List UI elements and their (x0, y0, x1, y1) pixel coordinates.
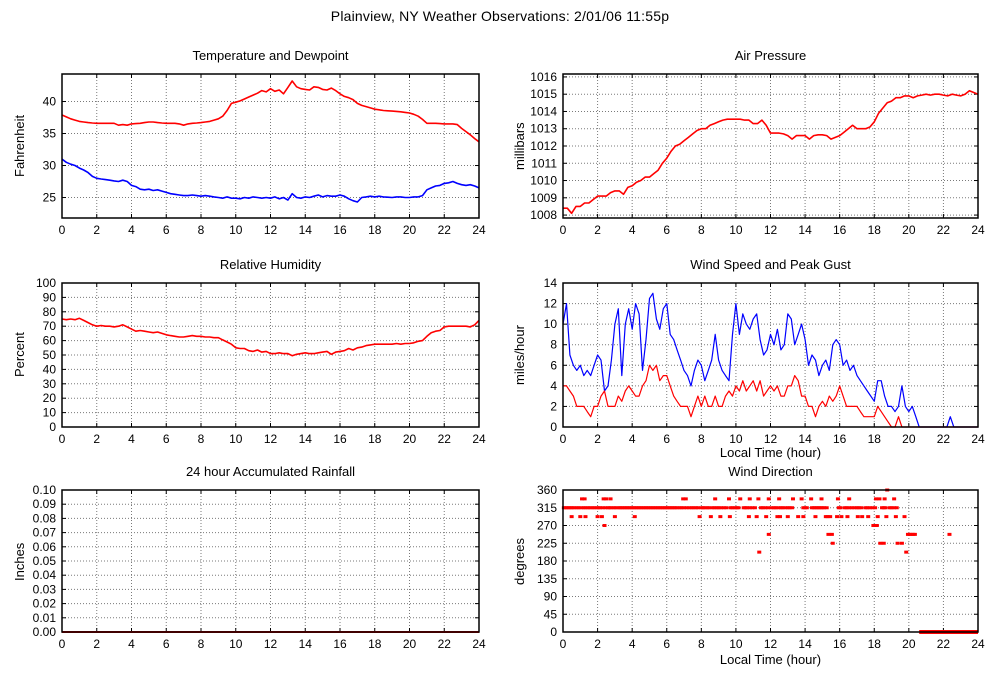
svg-text:1013: 1013 (530, 121, 557, 136)
svg-text:10: 10 (229, 223, 243, 237)
svg-text:18: 18 (867, 223, 881, 237)
svg-text:30: 30 (42, 158, 56, 173)
svg-text:0.03: 0.03 (32, 582, 56, 597)
svg-text:10: 10 (229, 637, 243, 651)
svg-text:20: 20 (42, 391, 56, 406)
svg-text:2: 2 (550, 399, 557, 414)
svg-text:24: 24 (971, 223, 985, 237)
chart-title: Wind Speed and Peak Gust (690, 257, 851, 272)
svg-text:16: 16 (832, 637, 847, 651)
svg-text:1014: 1014 (530, 104, 557, 119)
svg-text:1008: 1008 (530, 208, 557, 223)
svg-text:14: 14 (298, 223, 312, 237)
svg-text:12: 12 (263, 223, 278, 237)
chart-title: Temperature and Dewpoint (192, 48, 349, 63)
svg-text:40: 40 (42, 94, 56, 109)
svg-text:4: 4 (128, 432, 135, 446)
svg-text:4: 4 (128, 637, 135, 651)
svg-text:18: 18 (867, 637, 881, 651)
svg-text:16: 16 (832, 223, 847, 237)
svg-text:0: 0 (58, 223, 66, 237)
svg-text:6: 6 (663, 432, 671, 446)
plot-area (500, 249, 1000, 473)
svg-text:8: 8 (197, 432, 205, 446)
svg-text:45: 45 (543, 607, 557, 622)
svg-text:12: 12 (763, 432, 778, 446)
y-axis-label: Inches (12, 542, 27, 582)
svg-text:1015: 1015 (530, 87, 557, 102)
chart-relative-humidity (0, 249, 500, 473)
chart-wind-direction (500, 456, 1000, 680)
svg-text:10: 10 (229, 432, 243, 446)
svg-text:4: 4 (628, 432, 636, 446)
svg-text:4: 4 (550, 378, 557, 393)
svg-text:0: 0 (559, 432, 567, 446)
chart-title: Wind Direction (728, 464, 813, 479)
svg-text:135: 135 (536, 571, 557, 586)
svg-text:24: 24 (971, 432, 985, 446)
svg-text:2: 2 (93, 223, 101, 237)
svg-text:8: 8 (550, 337, 557, 352)
svg-text:4: 4 (128, 223, 135, 237)
svg-text:10: 10 (729, 637, 743, 651)
svg-text:22: 22 (936, 432, 951, 446)
svg-text:6: 6 (663, 223, 671, 237)
chart-title: Relative Humidity (219, 257, 322, 272)
svg-text:20: 20 (902, 637, 916, 651)
svg-text:40: 40 (42, 362, 56, 377)
svg-text:50: 50 (42, 348, 56, 362)
svg-text:0.02: 0.02 (32, 596, 56, 611)
svg-text:24: 24 (472, 432, 486, 446)
svg-text:12: 12 (263, 637, 278, 651)
svg-text:8: 8 (697, 637, 705, 651)
svg-text:6: 6 (162, 223, 170, 237)
svg-text:14: 14 (798, 637, 812, 651)
svg-text:22: 22 (936, 223, 951, 237)
svg-text:4: 4 (628, 223, 636, 237)
svg-text:22: 22 (437, 432, 451, 446)
svg-text:0: 0 (559, 223, 567, 237)
svg-text:12: 12 (263, 432, 278, 446)
svg-text:100: 100 (35, 276, 56, 290)
plot-area (0, 40, 500, 264)
svg-text:2: 2 (93, 637, 101, 651)
svg-text:70: 70 (42, 319, 56, 334)
svg-text:0: 0 (58, 637, 66, 651)
y-axis-label: millibars (512, 122, 527, 170)
svg-text:270: 270 (536, 518, 557, 533)
svg-text:22: 22 (437, 637, 451, 651)
svg-text:0.09: 0.09 (32, 497, 56, 512)
x-axis-label: Local Time (hour) (719, 445, 822, 460)
svg-text:18: 18 (867, 432, 881, 446)
svg-text:16: 16 (333, 223, 347, 237)
svg-text:0: 0 (49, 420, 56, 434)
svg-text:20: 20 (902, 223, 916, 237)
svg-text:10: 10 (729, 432, 743, 446)
svg-text:25: 25 (42, 190, 56, 205)
svg-text:2: 2 (594, 432, 601, 446)
svg-text:8: 8 (197, 223, 205, 237)
chart-title: 24 hour Accumulated Rainfall (185, 464, 356, 479)
chart-wind-speed-gust (500, 249, 1000, 473)
svg-text:360: 360 (536, 483, 557, 497)
svg-text:0: 0 (58, 432, 66, 446)
svg-text:20: 20 (402, 432, 417, 446)
svg-text:8: 8 (697, 223, 705, 237)
svg-text:0: 0 (559, 637, 567, 651)
svg-text:0.07: 0.07 (32, 525, 56, 540)
svg-text:8: 8 (197, 637, 205, 651)
chart-rainfall (0, 456, 500, 680)
svg-text:80: 80 (42, 304, 56, 319)
svg-text:16: 16 (832, 432, 847, 446)
svg-text:1012: 1012 (530, 139, 557, 153)
svg-text:10: 10 (42, 405, 56, 420)
svg-text:0.04: 0.04 (32, 568, 56, 583)
svg-text:0.05: 0.05 (32, 554, 56, 568)
svg-text:24: 24 (971, 637, 985, 651)
svg-text:10: 10 (729, 223, 743, 237)
svg-text:22: 22 (936, 637, 951, 651)
svg-text:1011: 1011 (531, 156, 557, 171)
svg-text:18: 18 (368, 223, 382, 237)
y-axis-label: miles/hour (512, 325, 527, 385)
svg-text:24: 24 (472, 223, 486, 237)
svg-text:315: 315 (536, 500, 557, 515)
svg-text:14: 14 (298, 637, 312, 651)
svg-text:12: 12 (763, 223, 778, 237)
svg-text:0.06: 0.06 (32, 539, 56, 554)
svg-text:2: 2 (594, 223, 601, 237)
y-axis-label: Fahrenheit (12, 114, 27, 178)
svg-text:1010: 1010 (530, 173, 557, 188)
svg-text:0: 0 (550, 625, 557, 639)
svg-text:180: 180 (536, 554, 557, 568)
svg-text:30: 30 (42, 376, 56, 391)
svg-text:6: 6 (162, 637, 170, 651)
svg-text:4: 4 (628, 637, 636, 651)
svg-text:0.00: 0.00 (32, 625, 56, 639)
svg-text:20: 20 (402, 637, 417, 651)
svg-text:6: 6 (162, 432, 170, 446)
svg-text:18: 18 (368, 637, 382, 651)
svg-text:90: 90 (543, 589, 557, 604)
svg-text:14: 14 (798, 432, 812, 446)
svg-text:60: 60 (42, 333, 56, 348)
chart-air-pressure (500, 40, 1000, 264)
svg-text:12: 12 (763, 637, 778, 651)
svg-text:2: 2 (93, 432, 101, 446)
svg-text:2: 2 (594, 637, 601, 651)
plot-area (500, 456, 1000, 680)
svg-text:90: 90 (42, 290, 56, 305)
svg-text:35: 35 (42, 126, 56, 141)
svg-text:20: 20 (402, 223, 417, 237)
page-title: Plainview, NY Weather Observations: 2/01/06 11:55p (330, 8, 670, 24)
svg-text:0.01: 0.01 (32, 610, 56, 625)
svg-text:225: 225 (536, 536, 557, 551)
svg-text:22: 22 (437, 223, 451, 237)
plot-area (500, 40, 1000, 264)
svg-text:8: 8 (697, 432, 705, 446)
svg-text:10: 10 (543, 317, 557, 332)
svg-text:16: 16 (333, 432, 347, 446)
y-axis-label: Percent (12, 332, 27, 378)
svg-text:0.08: 0.08 (32, 511, 56, 526)
x-axis-label: Local Time (hour) (719, 652, 822, 667)
svg-text:1009: 1009 (530, 190, 557, 205)
svg-text:14: 14 (798, 223, 812, 237)
plot-area (0, 456, 500, 680)
svg-text:0: 0 (550, 420, 557, 434)
svg-text:14: 14 (543, 276, 557, 290)
svg-text:0.10: 0.10 (32, 483, 56, 497)
svg-text:1016: 1016 (530, 69, 557, 84)
chart-title: Air Pressure (734, 48, 807, 63)
y-axis-label: degrees (512, 538, 527, 586)
svg-text:6: 6 (663, 637, 671, 651)
svg-text:14: 14 (298, 432, 312, 446)
svg-text:18: 18 (368, 432, 382, 446)
svg-text:12: 12 (543, 296, 557, 311)
svg-text:20: 20 (902, 432, 916, 446)
svg-text:6: 6 (550, 358, 557, 373)
chart-temperature-dewpoint (0, 40, 500, 264)
plot-area (0, 249, 500, 473)
svg-text:24: 24 (472, 637, 486, 651)
svg-text:16: 16 (333, 637, 347, 651)
